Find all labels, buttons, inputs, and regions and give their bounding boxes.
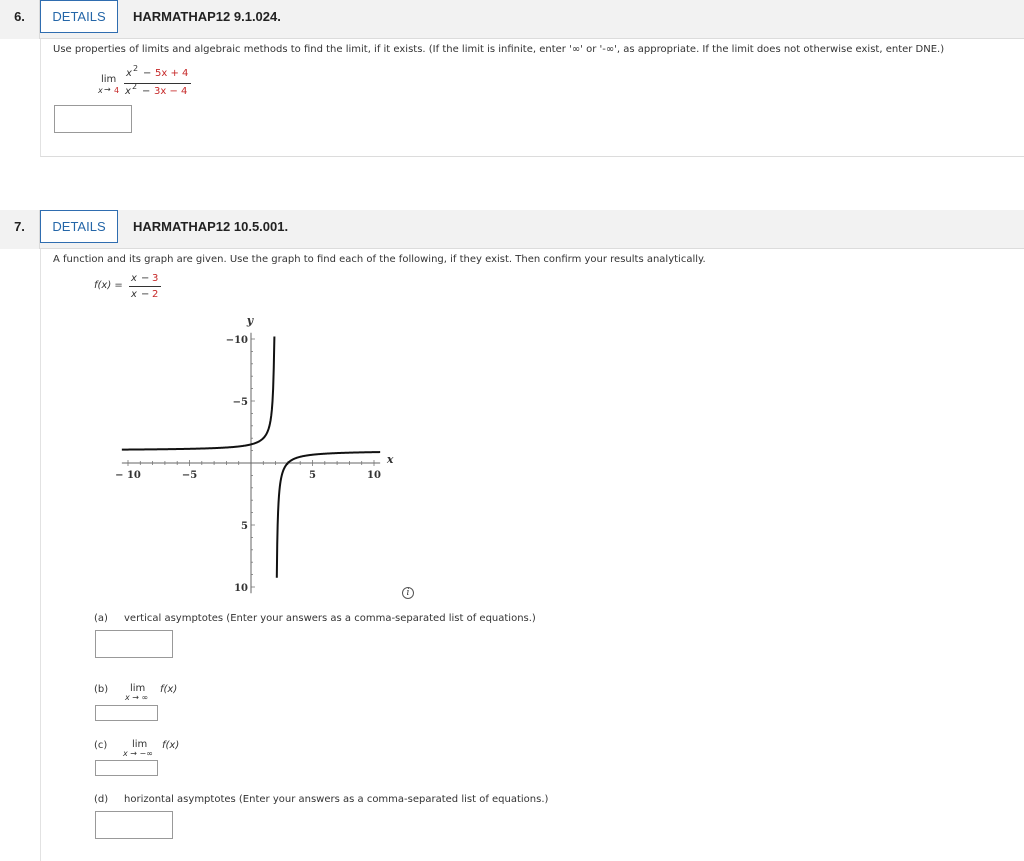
question-instruction: Use properties of limits and algebraic methods to find the limit, if it exists. (If the limit is infinite, enter '∞' or '-∞', as appropriate. If the limit does not otherwise exist, enter DNE.)	[53, 44, 945, 55]
answer-input[interactable]	[54, 105, 132, 133]
y-tick-label: 10	[234, 583, 248, 594]
part-c-input[interactable]	[95, 760, 158, 776]
part-d-text: horizontal asymptotes (Enter your answers as a comma-separated list of equations.)	[124, 794, 549, 805]
lim-sub-arrow: →	[104, 85, 111, 94]
function-num-op: −	[141, 273, 150, 284]
question-code: HARMATHAP12 9.1.024.	[133, 9, 281, 24]
denominator-rest: 3x − 4	[154, 86, 188, 97]
graph-axes	[122, 333, 380, 593]
denominator-exp: 2	[132, 82, 138, 91]
denominator-minus: −	[142, 86, 151, 97]
part-c-lim: lim	[132, 739, 148, 750]
info-icon[interactable]: i	[402, 587, 414, 599]
details-button[interactable]: DETAILS	[40, 210, 118, 243]
function-num-const: 3	[152, 273, 159, 284]
function-den-const: 2	[152, 289, 159, 300]
numerator-var: x	[126, 68, 132, 79]
x-tick-label: −5	[181, 470, 198, 481]
part-c-label: (c)	[94, 740, 108, 751]
part-b-input[interactable]	[95, 705, 158, 721]
part-b-sub: x → ∞	[125, 693, 149, 702]
y-tick-label: −10	[225, 335, 248, 346]
function-num-var: x	[131, 273, 137, 284]
denominator-var: x	[125, 86, 131, 97]
question-number: 7.	[0, 210, 40, 249]
x-tick-label: 10	[367, 470, 381, 481]
function-den-var: x	[131, 289, 137, 300]
numerator-exp: 2	[133, 64, 139, 73]
y-tick-label: −5	[232, 397, 248, 408]
function-lhs: f(x) =	[94, 280, 123, 291]
part-b-func: f(x)	[160, 684, 178, 695]
lim-word: lim	[101, 74, 117, 85]
part-d-label: (d)	[94, 794, 109, 805]
question-body	[40, 249, 1024, 861]
question-code: HARMATHAP12 10.5.001.	[133, 219, 289, 234]
part-c-sub: x → −∞	[123, 749, 153, 758]
graph-labels	[115, 314, 394, 594]
lim-sub-var: x	[98, 86, 103, 95]
part-a-text: vertical asymptotes (Enter your answers as a comma-separated list of equations.)	[124, 613, 536, 624]
part-d-input[interactable]	[95, 811, 173, 839]
details-button[interactable]: DETAILS	[40, 0, 118, 33]
question-header	[40, 210, 1024, 249]
function-graph	[41, 249, 1024, 861]
numerator-rest: 5x + 4	[155, 68, 189, 79]
part-a-input[interactable]	[95, 630, 173, 658]
x-tick-label: − 10	[115, 470, 141, 481]
numerator-minus: −	[143, 68, 152, 79]
question-number: 6.	[0, 0, 40, 39]
right-branch	[277, 452, 380, 578]
part-a-label: (a)	[94, 613, 108, 624]
y-tick-label: 5	[241, 521, 248, 532]
x-axis-label: x	[386, 453, 394, 466]
x-tick-label: 5	[309, 470, 316, 481]
y-axis-label: y	[246, 313, 254, 327]
function-den-op: −	[141, 289, 150, 300]
question-instruction: A function and its graph are given. Use the graph to find each of the following, if they exist. Then confirm your results analytically.	[53, 254, 706, 265]
lim-sub-value: 4	[114, 86, 120, 95]
left-branch	[122, 337, 275, 450]
question-header	[40, 0, 1024, 39]
part-b-label: (b)	[94, 684, 109, 695]
question-body	[40, 39, 1024, 157]
part-b-lim: lim	[130, 683, 146, 694]
part-c-func: f(x)	[162, 740, 180, 751]
